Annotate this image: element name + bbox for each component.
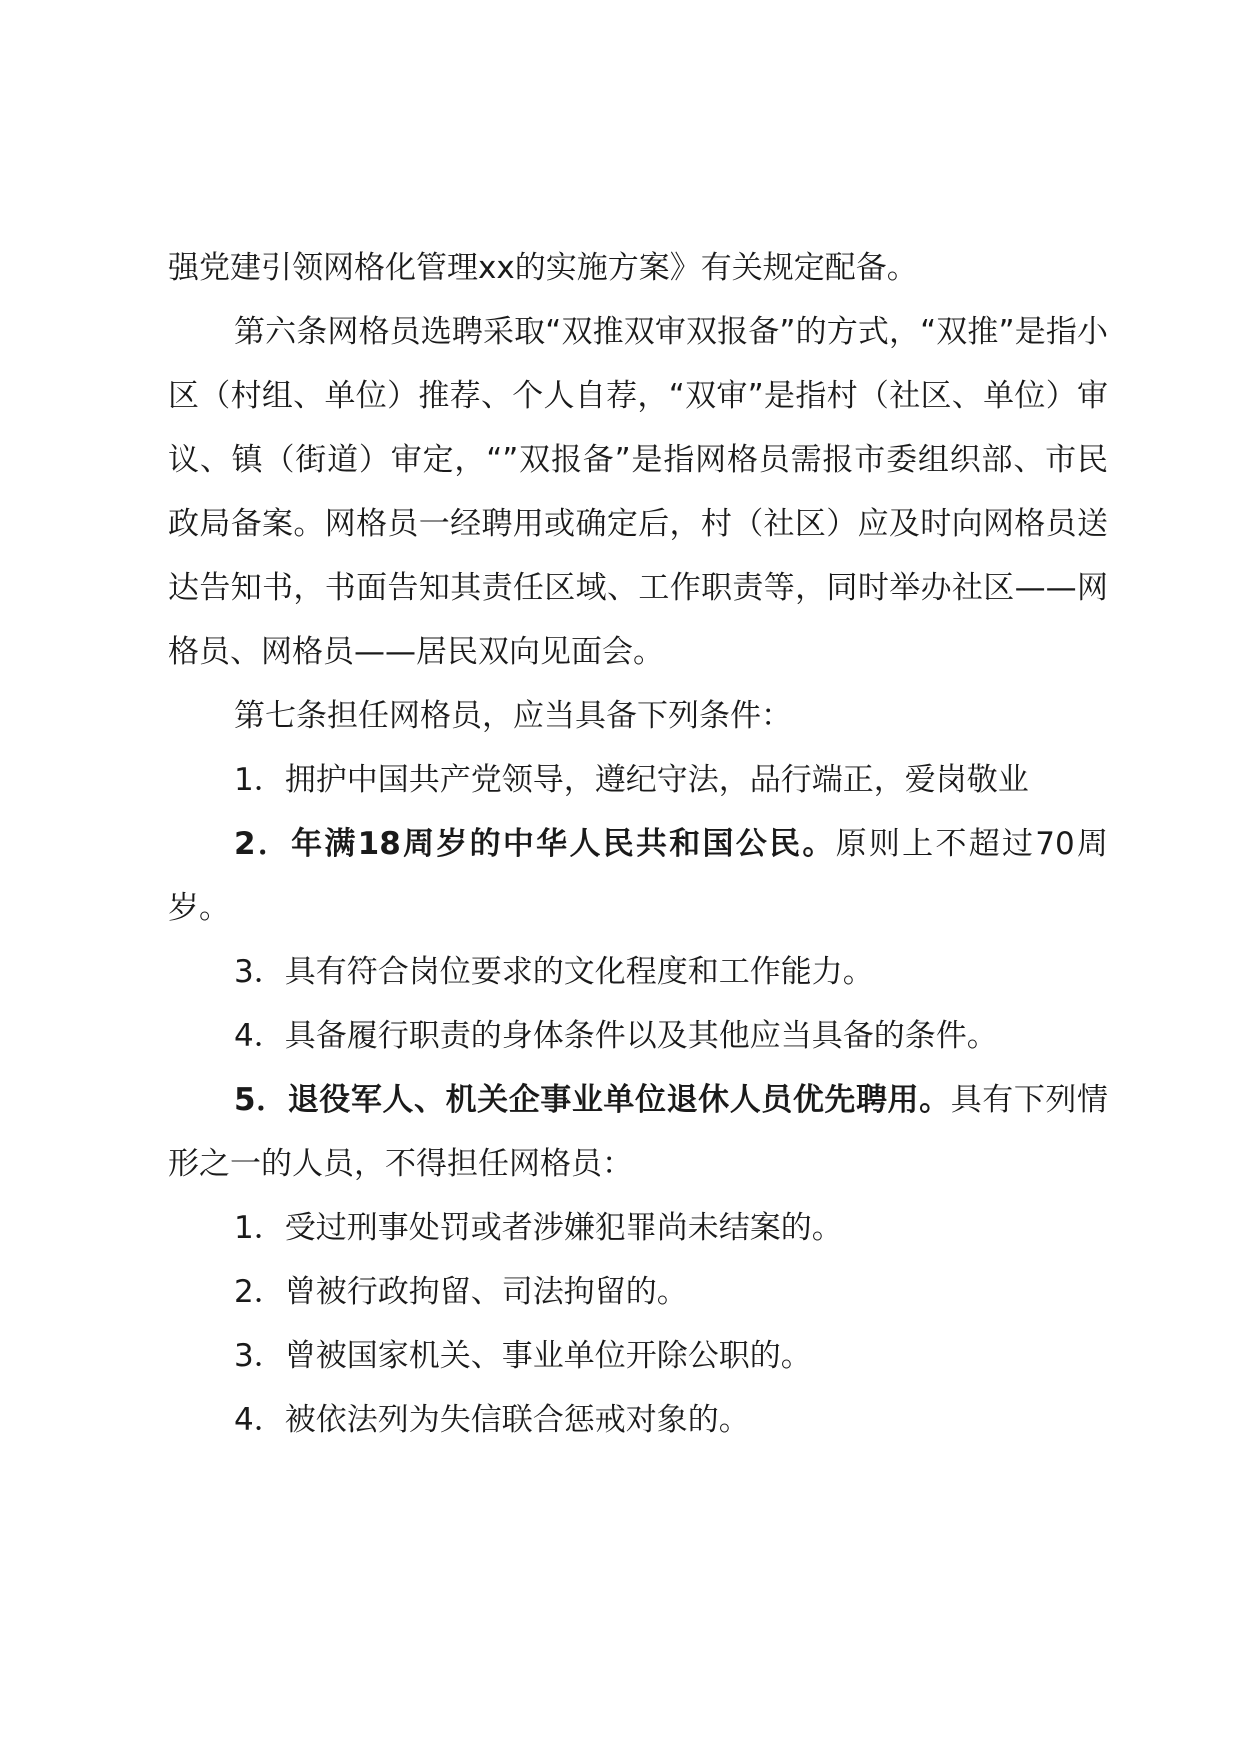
exclusion-item-1: 1．受过刑事处罚或者涉嫌犯罪尚未结案的。 [234,1210,843,1246]
condition-item-3: 3．具有符合岗位要求的文化程度和工作能力。 [234,954,874,990]
condition-item-1: 1．拥护中国共产党领导，遵纪守法，品行端正，爱岗敬业 [234,762,1029,798]
paragraph-article-7: 第七条担任网格员，应当具备下列条件： [234,698,792,734]
condition-item-5 [168,1068,1108,1196]
condition-item-4: 4．具备履行职责的身体条件以及其他应当具备的条件。 [234,1018,998,1054]
document-body [168,236,1108,1452]
condition-item-2 [168,812,1108,940]
exclusion-item-4: 4．被依法列为失信联合惩戒对象的。 [234,1402,750,1438]
condition-item-5-text: 具有下列情形之一的人员，不得担任网格员： [168,1082,1109,1182]
exclusion-item-2: 2．曾被行政拘留、司法拘留的。 [234,1274,688,1310]
condition-item-2-text: 原则上不超过70周岁。 [168,826,1108,926]
condition-item-2-bold: 2．年满18周岁的中华人民共和国公民。 [234,826,836,862]
condition-item-5-bold: 5．退役军人、机关企事业单位退休人员优先聘用。 [234,1082,951,1118]
paragraph-article-6: 第六条网格员选聘采取“双推双审双报备”的方式，“双推”是指小区（村组、单位）推荐、个人自荐，“双审”是指村（社区、单位）审议、镇（街道）审定，“”双报备”是指网格员需报市委组织部、市民政局备案。网格员一经聘用或确定后，村（社区）应及时向网格员送达告知书，书面告知其责任区域、工作职责等，同时举办社区——网格员、网格员——居民双向见面会。 [168,314,1108,670]
paragraph-continuation: 强党建引领网格化管理xx的实施方案》有关规定配备。 [168,250,918,286]
exclusion-item-3: 3．曾被国家机关、事业单位开除公职的。 [234,1338,812,1374]
